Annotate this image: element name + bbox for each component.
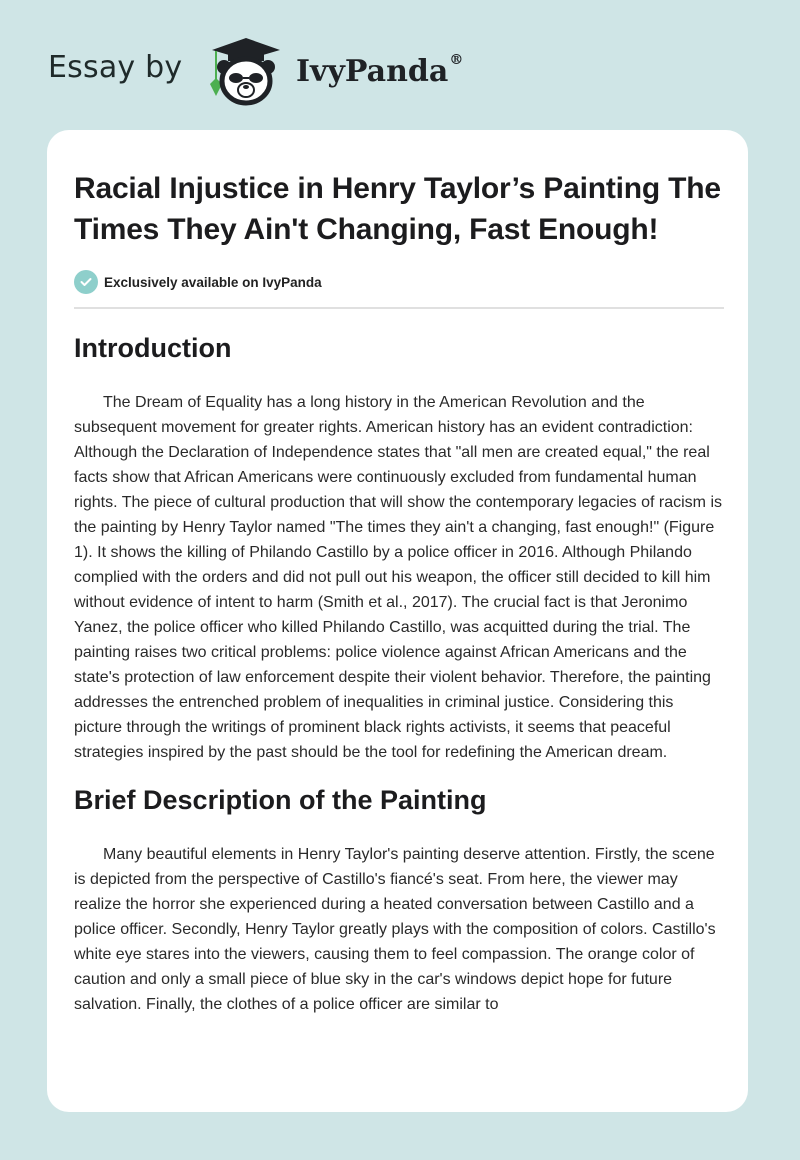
brand-text: IvyPanda [296, 54, 449, 89]
section-heading-brief-description: Brief Description of the Painting [74, 785, 487, 815]
essay-card [47, 130, 748, 1112]
exclusive-badge-text: Exclusively available on IvyPanda [104, 274, 322, 290]
essay-by-label: Essay by [48, 50, 183, 85]
exclusive-badge [74, 269, 724, 295]
panda-graduation-cap-icon [200, 34, 292, 108]
section-paragraph-introduction: The Dream of Equality has a long history in the American Revolution and the subsequent movement for greater rights. American history has an evident contradiction: Although the Declaration of Independence states that "all men are created equal," the real facts show that African Americans were continuously excluded from fundamental human rights. The piece of cultural production that will show the contemporary legacies of racism is the painting by Henry Taylor named "The times they ain't a changing, fast enough!" (Figure 1). It shows the killing of Philando Castillo by a police officer in 2016. Although Philando complied with the orders and did not pull out his weapon, the officer still decided to kill him without evidence of intent to harm (Smith et al., 2017). The crucial fact is that Jeronimo Yanez, the police officer who killed Philando Castillo, was acquitted during the trial. The painting raises two critical problems: police violence against African Americans and the state's protection of law enforcement despite their violent behavior. Therefore, the painting addresses the entrenched problem of inequalities in criminal justice. Considering this picture through the writings of prominent black rights activists, it seems that peaceful strategies inspired by the past should be the tool for redefining the American dream. [74, 394, 723, 761]
section-heading-introduction: Introduction [74, 333, 232, 363]
site-header [0, 0, 800, 130]
essay-title: Racial Injustice in Henry Taylor’s Painting The Times They Ain't Changing, Fast Enough! [74, 172, 721, 246]
essay-content [74, 130, 724, 1017]
section-paragraph-brief-description: Many beautiful elements in Henry Taylor's painting deserve attention. Firstly, the scene is depicted from the perspective of Castillo's fiancé's seat. From here, the viewer may realize the horror she experienced during a heated conversation between Castillo and a police officer. Secondly, Henry Taylor greatly plays with the composition of colors. Castillo's white eye stares into the viewers, causing them to feel compassion. The orange color of caution and only a small piece of blue sky in the car's windows depict hope for future salvation. Finally, the clothes of a police officer are similar to [74, 846, 716, 1013]
check-circle-icon [74, 270, 98, 294]
registered-mark: ® [449, 52, 464, 68]
title-divider [74, 307, 724, 309]
brand-name [296, 54, 463, 89]
